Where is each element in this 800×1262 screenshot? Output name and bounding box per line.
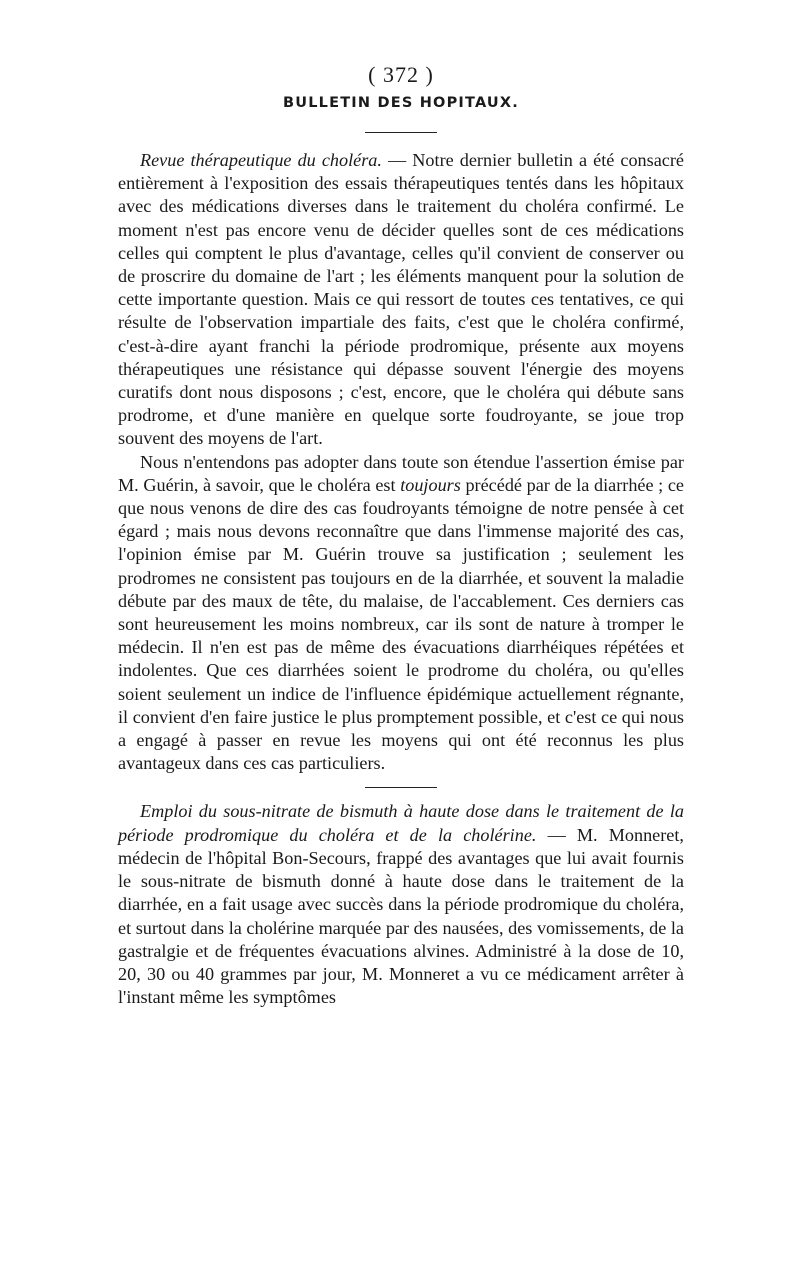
paragraph-text: précédé par de la diarrhée ; ce que nous venons de dire des cas foudroyants témoigne de notre pensée à cet égard ; mais nous devons reconnaître que dans l'immense majorité des cas, l'opinion émise par M. Guérin trouve sa justification ; seulement les prodromes ne consistent pas toujours en de la diarrhée, et souvent la maladie débute par des maux de tête, du malaise, de l'accablement. Ces derniers cas sont heureusement les moins nombreux, car ils sont de nature à tromper le médecin. Il n'en est pas de même des évacuations diarrhéiques répétées et indolentes. Que ces diarrhées soient le prodrome du choléra, ou qu'elles soient seulement un indice de l'influence épidémique actuellement régnante, il convient d'en faire justice le plus promptement possible, et c'est ce qui nous a engagé à passer en revue les moyens qui ont été reconnus les plus avantageux dans ces cas particuliers. (118, 474, 684, 774)
paragraph-guerin-assertion (118, 451, 684, 776)
paragraph-text: Nous n'entendons pas adopter dans toute son étendue l'assertion émise par M. Guérin, à savoir, que le choléra est (118, 451, 684, 495)
paragraph-revue-therapeutique (118, 149, 684, 451)
section-rule (365, 787, 437, 788)
emphasis-toujours: toujours (400, 474, 461, 495)
section-title-revue: Revue thérapeutique du choléra. (140, 150, 382, 170)
paragraph-text: — M. Monneret, médecin de l'hôpital Bon-Secours, frappé des avantages que lui avait fournis le sous-nitrate de bismuth donné à haute dose dans le traitement de la diarrhée, en a fait usage avec succès dans la période prodromique du choléra, et surtout dans la cholérine marquée par des nausées, des vomissements, de la gastralgie et de fréquentes évacuations alvines. Administré à la dose de 10, 20, 30 ou 40 grammes par jour, M. Monneret a vu ce médicament arrêter à l'instant même les symptômes (118, 824, 684, 1008)
header-rule (365, 132, 437, 133)
document-page (118, 60, 684, 1009)
page-number: ( 372 ) (368, 62, 434, 87)
paragraph-sous-nitrate-bismuth (118, 800, 684, 1009)
paragraph-text: — Notre dernier bulletin a été consacré entièrement à l'exposition des essais thérapeutiques tentés dans les hôpitaux avec des médications diverses dans le traitement du choléra confirmé. Le moment n'est pas encore venu de décider quelles sont de ces médications celles qui comptent le plus d'avantage, celles qu'il convient de conserver ou de proscrire du domaine de l'art ; les éléments manquent pour la solution de cette importante question. Mais ce qui ressort de toutes ces tentatives, ce qui résulte de l'observation impartiale des faits, c'est que le choléra confirmé, c'est-à-dire ayant franchi la période prodromique, présente aux moyens thérapeutiques une résistance qui dépasse souvent l'énergie des moyens curatifs dont nous disposons ; c'est, encore, que le choléra qui débute sans prodrome, et d'une manière en quelque sorte foudroyante, se joue trop souvent des moyens de l'art. (118, 150, 685, 449)
section-title-bismuth: Emploi du sous-nitrate de bismuth à haute dose dans le traitement de la période prodromique du choléra et de la cholérine. (118, 801, 684, 845)
running-head: BULLETIN DES HOPITAUX. (283, 95, 519, 111)
